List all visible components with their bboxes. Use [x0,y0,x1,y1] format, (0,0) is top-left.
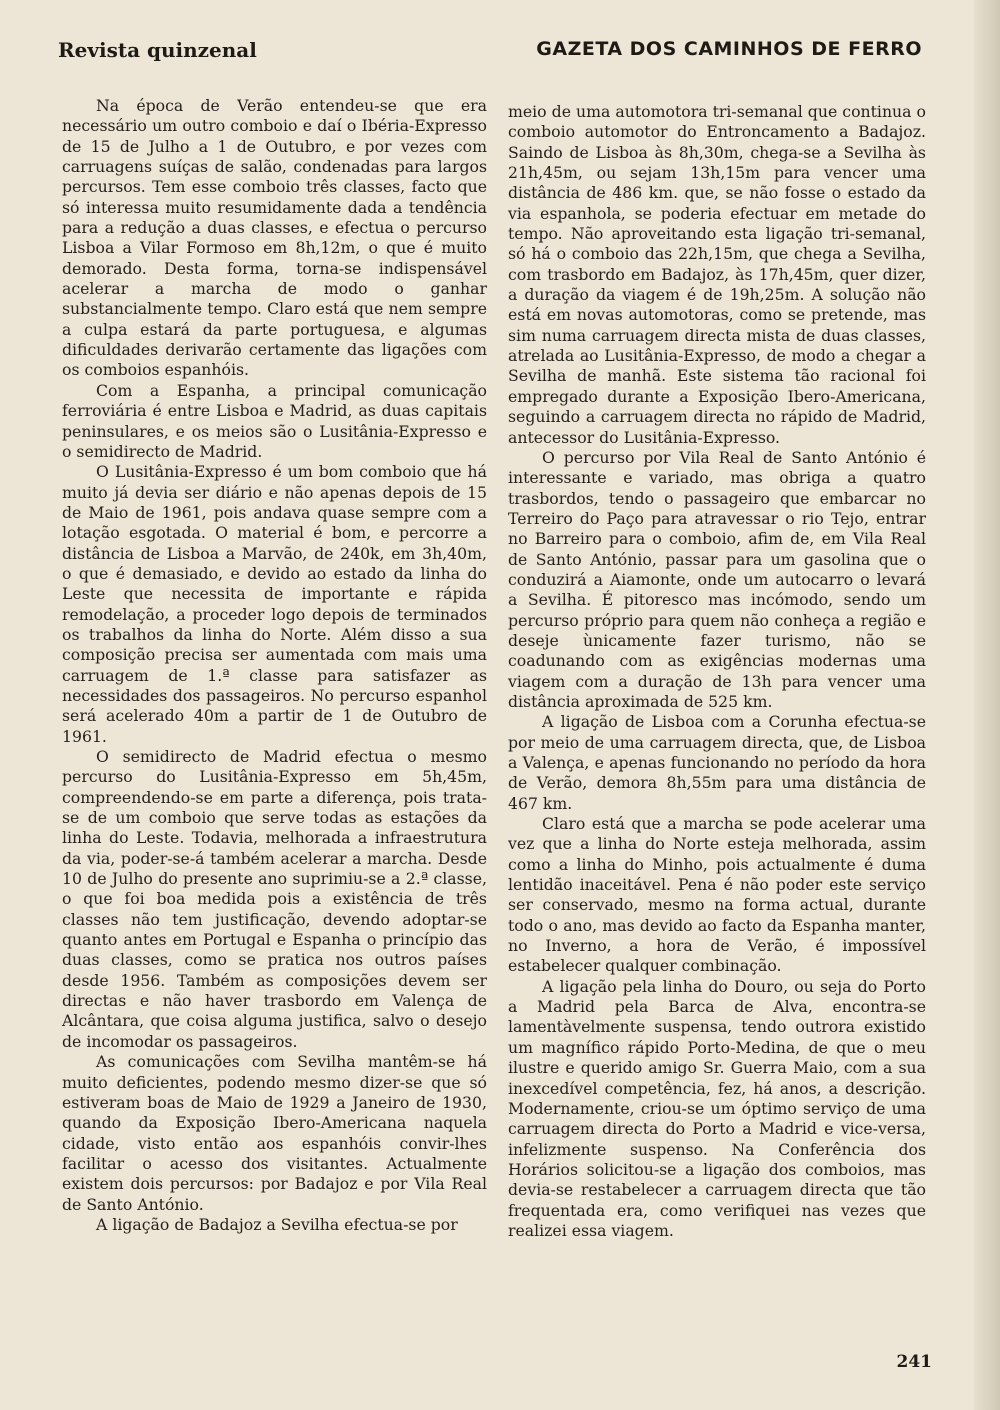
page-number: 241 [896,1352,932,1372]
paragraph: A ligação de Badajoz a Sevilha efectua-se por [96,1214,458,1234]
paragraph: As comunicações com Sevilha mantêm-se há muito deficientes, podendo mesmo dizer-se que só estiveram boas de Maio de 1929 a Janeiro de 1930, quando da Exposição Ibero-Americana naquela cidade, visto então aos espanhóis convir-lhes facilitar o acesso dos visitantes. Actualmente existem dois percursos: por Badajoz e por Vila Real de Santo António. [62,1052,487,1214]
paragraph: A ligação de Lisboa com a Corunha efectua-se por meio de uma carruagem directa, que, de Lisboa a Valença, e apenas funcionando no período da hora de Verão, demora 8h,55m para uma distância de 467 km. [508,712,926,813]
paragraph-continuation: meio de uma automotora tri-semanal que continua o comboio automotor do Entroncamento a Badajoz. Saindo de Lisboa às 8h,30m, chega-se a Sevilha às 21h,45m, ou sejam 13h,15m para vencer uma distância de 486 km. que, se não fosse o estado da via espanhola, se poderia efectuar em metade do tempo. Não aproveitando esta ligação tri-semanal, só há o comboio das 22h,15m, que chega a Sevilha, com trasbordo em Badajoz, às 17h,45m, quer dizer, a duração da viagem é de 19h,25m. A solução não está em novas automotoras, como se pretende, mas sim numa carruagem directa mista de duas classes, atrelada ao Lusitânia-Expresso, de modo a chegar a Sevilha de manhã. Este sistema tão racional foi empregado durante a Exposição Ibero-Americana, seguindo a carruagem directa no rápido de Madrid, antecessor do Lusitânia-Expresso. [508,102,926,447]
article-left-column [62,96,487,1235]
paragraph: O semidirecto de Madrid efectua o mesmo percurso do Lusitânia-Expresso em 5h,45m, compreendendo-se em parte a diferença, pois trata-se de um comboio que serve todas as estações da linha do Leste. Todavia, melhorada a infraestrutura da via, poder-se-á também acelerar a marcha. Desde 10 de Julho do presente ano suprimiu-se a 2.ª classe, o que foi boa medida pois a existência de três classes não tem justificação, devendo adoptar-se quanto antes em Portugal e Espanha o princípio das duas classes, como se pratica nos outros países desde 1956. Também as composições devem ser directas e não haver trasbordo em Valença de Alcântara, que coisa alguma justifica, salvo o desejo de incomodar os passageiros. [62,747,487,1051]
page-edge-shadow [974,0,1000,1410]
paragraph: Com a Espanha, a principal comunicação ferroviária é entre Lisboa e Madrid, as duas capitais peninsulares, e os meios são o Lusitânia-Expresso e o semidirecto de Madrid. [62,380,487,461]
header-publication-title: GAZETA DOS CAMINHOS DE FERRO [536,38,922,60]
paragraph: Na época de Verão entendeu-se que era necessário um outro comboio e daí o Ibéria-Expresso de 15 de Julho a 1 de Outubro, e por vezes com carruagens suíças de salão, condenadas para largos percursos. Tem esse comboio três classes, facto que só interessa muito resumidamente dada a tendência para a redução a duas classes, e efectua o percurso Lisboa a Vilar Formoso em 8h,12m, o que é muito demorado. Desta forma, torna-se indispensável acelerar a marcha de modo o ganhar substancialmente tempo. Claro está que nem sempre a culpa estará da parte portuguesa, e algumas dificuldades derivarão certamente das ligações com os comboios espanhóis. [62,96,487,380]
paragraph: O Lusitânia-Expresso é um bom comboio que há muito já devia ser diário e não apenas depois de 15 de Maio de 1961, pois andava quase sempre com a lotação esgotada. O material é bom, e percorre a distância de Lisboa a Marvão, de 240k, em 3h,40m, o que é demasiado, e devido ao estado da linha do Leste que necessita de importante e rápida remodelação, a proceder logo depois de terminados os trabalhos da linha do Norte. Além disso a sua composição precisa ser aumentada com mais uma carruagem de 1.ª classe para satisfazer as necessidades dos passageiros. No percurso espanhol será acelerado 40m a partir de 1 de Outubro de 1961. [62,462,487,746]
paragraph: Claro está que a marcha se pode acelerar uma vez que a linha do Norte esteja melhorada, assim como a linha do Minho, pois actualmente é duma lentidão inaceitável. Pena é não poder este serviço ser conservado, mesmo na forma actual, durante todo o ano, mas devido ao facto da Espanha manter, no Inverno, a hora de Verão, é impossível estabelecer qualquer combinação. [508,814,926,976]
header-publication-frequency: Revista quinzenal [58,38,257,62]
article-right-column [508,102,926,1241]
paragraph: A ligação pela linha do Douro, ou seja do Porto a Madrid pela Barca de Alva, encontra-se lamentàvelmente suspensa, tendo outrora existido um magnífico rápido Porto-Medina, de que o meu ilustre e querido amigo Sr. Guerra Maio, com a sua inexcedível competência, fez, há anos, a descrição. Modernamente, criou-se um óptimo serviço de uma carruagem directa do Porto a Madrid e vice-versa, infelizmente suspenso. Na Conferência dos Horários solicitou-se a ligação dos comboios, mas devia-se restabelecer a carruagem directa que tão frequentada era, como verifiquei nas vezes que realizei essa viagem. [508,976,926,1240]
paragraph: O percurso por Vila Real de Santo António é interessante e variado, mas obriga a quatro trasbordos, tendo o passageiro que embarcar no Terreiro do Paço para atravessar o rio Tejo, entrar no Barreiro para o comboio, afim de, em Vila Real de Santo António, passar para um gasolina que o conduzirá a Aiamonte, onde um autocarro o levará a Sevilha. É pitoresco mas incómodo, sendo um percurso próprio para quem não conheça a região e deseje ùnicamente fazer turismo, não se coadunando com as exigências modernas uma viagem com a duração de 13h para vencer uma distância aproximada de 525 km. [508,447,926,711]
